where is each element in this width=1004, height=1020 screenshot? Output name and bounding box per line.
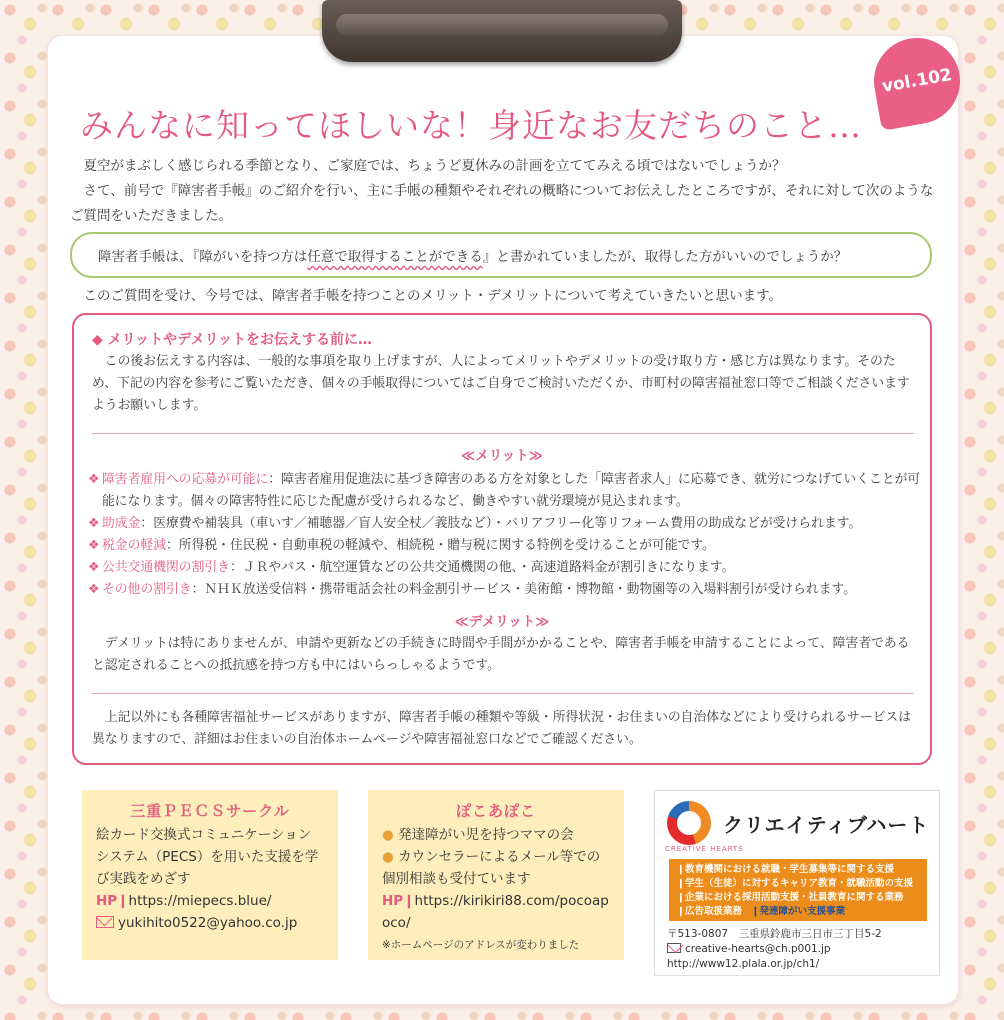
demerit-paragraph: デメリットは特にありませんが、申請や更新などの手続きに時間や手間がかかることや、障害者手帳を申請することによって、障害者であると認定されることへの抵抗感を持つ方も中にはいらっしゃるようです。 (92, 636, 910, 673)
company-logo-row (667, 801, 929, 845)
list-item (88, 557, 924, 579)
bullet-icon: ● (382, 827, 394, 843)
merit-mark: ❖ (88, 560, 100, 575)
merit-mark: ❖ (88, 538, 100, 553)
merit-mark: ❖ (88, 582, 100, 597)
merit-text: ：所得税・住民税・自動車税の軽減や、相続税・贈与税に関する特例を受けることが可能です。 (165, 538, 715, 553)
page-title: みんなに知ってほしいな！身近なお友だちのこと… (80, 106, 862, 145)
merit-text: ：ＪＲやバス・航空運賃などの公共交通機関の他、・高速道路料金が割引きになります。 (229, 560, 735, 575)
lead-text: このご質問を受け、今号では、障害者手帳を持つことのメリット・デメリットについて考えていきたいと思います。 (83, 288, 782, 304)
hp-label: HP❙ (382, 893, 415, 909)
poco-bullet-2: カウンセラーによるメール等での個別相談も受付ています (382, 849, 601, 887)
pecs-title: 三重ＰＥＣＳサークル (130, 802, 290, 820)
poco-note: ※ホームページのアドレスが変わりました (382, 939, 580, 951)
question-callout (70, 232, 932, 278)
divider (92, 693, 914, 694)
poco-url-link[interactable]: https://kirikiri88.com/pocoapoco/ (382, 893, 609, 931)
merit-heading: ≪メリット≫ (461, 448, 543, 464)
merit-mark: ❖ (88, 472, 100, 487)
company-ad (654, 790, 940, 976)
question-post: 』と書かれていましたが、取得した方がいいのでしょうか？ (482, 249, 848, 265)
merit-demerit-box (72, 313, 932, 765)
list-item (88, 535, 924, 557)
question-pre: 障害者手帳は、『障がいを持つ方は (98, 249, 308, 265)
merit-mark: ❖ (88, 516, 100, 531)
volume-badge: vol.102 (867, 31, 967, 131)
creative-hearts-logo-icon (667, 801, 711, 845)
merit-text: ：障害者雇用促進法に基づき障害のある方を対象とした「障害者求人」に応募でき、就労につなげていくことが可能になります。個々の障害特性に応じた配慮が受けられるなど、働きやすい就労環境が見込まれます。 (102, 472, 921, 509)
merit-key: その他の割引き (102, 582, 192, 597)
service-item: ❙学生（生徒）に対するキャリア教育・就職活動の支援 (677, 878, 913, 889)
intro-paragraph-1: 夏空がまぶしく感じられる季節となり、ご家庭では、ちょうど夏休みの計画を立ててみえる頃ではないでしょうか？ (83, 158, 786, 174)
question-emphasis: 任意で取得することができる (307, 249, 483, 265)
divider (92, 433, 914, 434)
company-email-link[interactable]: creative-hearts@ch.p001.jp (685, 943, 831, 955)
merit-list (88, 469, 924, 601)
merit-key: 障害者雇用への応募が可能に (102, 472, 269, 487)
service-item: ❙広告取扱業務 (677, 906, 742, 917)
company-sub: CREATIVE HEARTS (665, 845, 744, 853)
company-name: クリエイティブハート (723, 812, 930, 837)
merit-text: ：ＮＨＫ放送受信料・携帯電話会社の料金割引サービス・美術館・博物館・動物園等の入場料割引が受けられます。 (191, 582, 856, 597)
list-item (88, 579, 924, 601)
merit-key: 助成金 (102, 516, 141, 531)
merit-text: ：医療費や補装具（車いす／補聴器／盲人安全杖／義肢など）・バリアフリー化等リフォーム費用の助成などが受けられます。 (140, 516, 862, 531)
before-paragraph: この後お伝えする内容は、一般的な事項を取り上げますが、人によってメリットやデメリットの受け取り方・感じ方は異なります。そのため、下記の内容を参考にご覧いただき、個々の手帳取得についてはご自身でご検討いただくか、市町村の障害福祉窓口等でご相談くださいますようお願いします。 (92, 354, 910, 413)
demerit-heading: ≪デメリット≫ (454, 614, 550, 630)
bullet-icon: ● (382, 849, 394, 865)
merit-key: 税金の軽減 (102, 538, 166, 553)
clipboard-clip (322, 0, 682, 62)
merit-key: 公共交通機関の割引き (102, 560, 230, 575)
company-address (667, 927, 882, 972)
before-body (92, 351, 918, 417)
company-url-link[interactable]: http://www12.plala.or.jp/ch1/ (667, 958, 820, 970)
mail-icon (667, 943, 681, 953)
hp-label: HP❙ (96, 893, 129, 909)
list-item (88, 513, 924, 535)
pocoapoco-card (368, 790, 624, 960)
mail-icon (96, 916, 114, 928)
closing-paragraph: 上記以外にも各種障害福祉サービスがありますが、障害者手帳の種類や等級・所得状況・お住まいの自治体などにより受けられるサービスは異なりますので、詳細はお住まいの自治体ホームページや障害福祉窓口などでご確認ください。 (92, 710, 911, 747)
pecs-url-link[interactable]: https://miepecs.blue/ (128, 893, 272, 909)
list-item (88, 469, 924, 513)
closing-text (92, 707, 918, 751)
service-item-highlight: ❙発達障がい支援事業 (751, 906, 845, 917)
poco-title: ぽこあぽこ (455, 802, 536, 820)
poco-bullet-1: 発達障がい児を持つママの会 (398, 827, 574, 843)
intro-text (70, 154, 940, 229)
service-item: ❙企業における採用活動支援・社員教育に関する業務 (677, 892, 904, 903)
demerit-body (92, 633, 918, 677)
company-services (669, 859, 927, 921)
service-item: ❙教育機関における就職・学生募集等に関する支援 (677, 864, 894, 875)
pecs-circle-card (82, 790, 338, 960)
intro-paragraph-2: さて、前号で『障害者手帳』のご紹介を行い、主に手帳の種類やそれぞれの概略についてお伝えしたところですが、それに対して次のようなご質問をいただきました。 (70, 183, 934, 224)
pecs-description: 絵カード交換式コミュニケーションシステム（PECS）を用いた支援を学び実践をめざす (96, 827, 319, 887)
company-postal: 〒513-0807 三重県鈴鹿市三日市三丁目5-2 (667, 928, 882, 940)
pecs-email-link[interactable]: yukihito0522@yahoo.co.jp (118, 915, 298, 931)
before-heading: ◆ メリットやデメリットをお伝えする前に… (92, 332, 372, 348)
